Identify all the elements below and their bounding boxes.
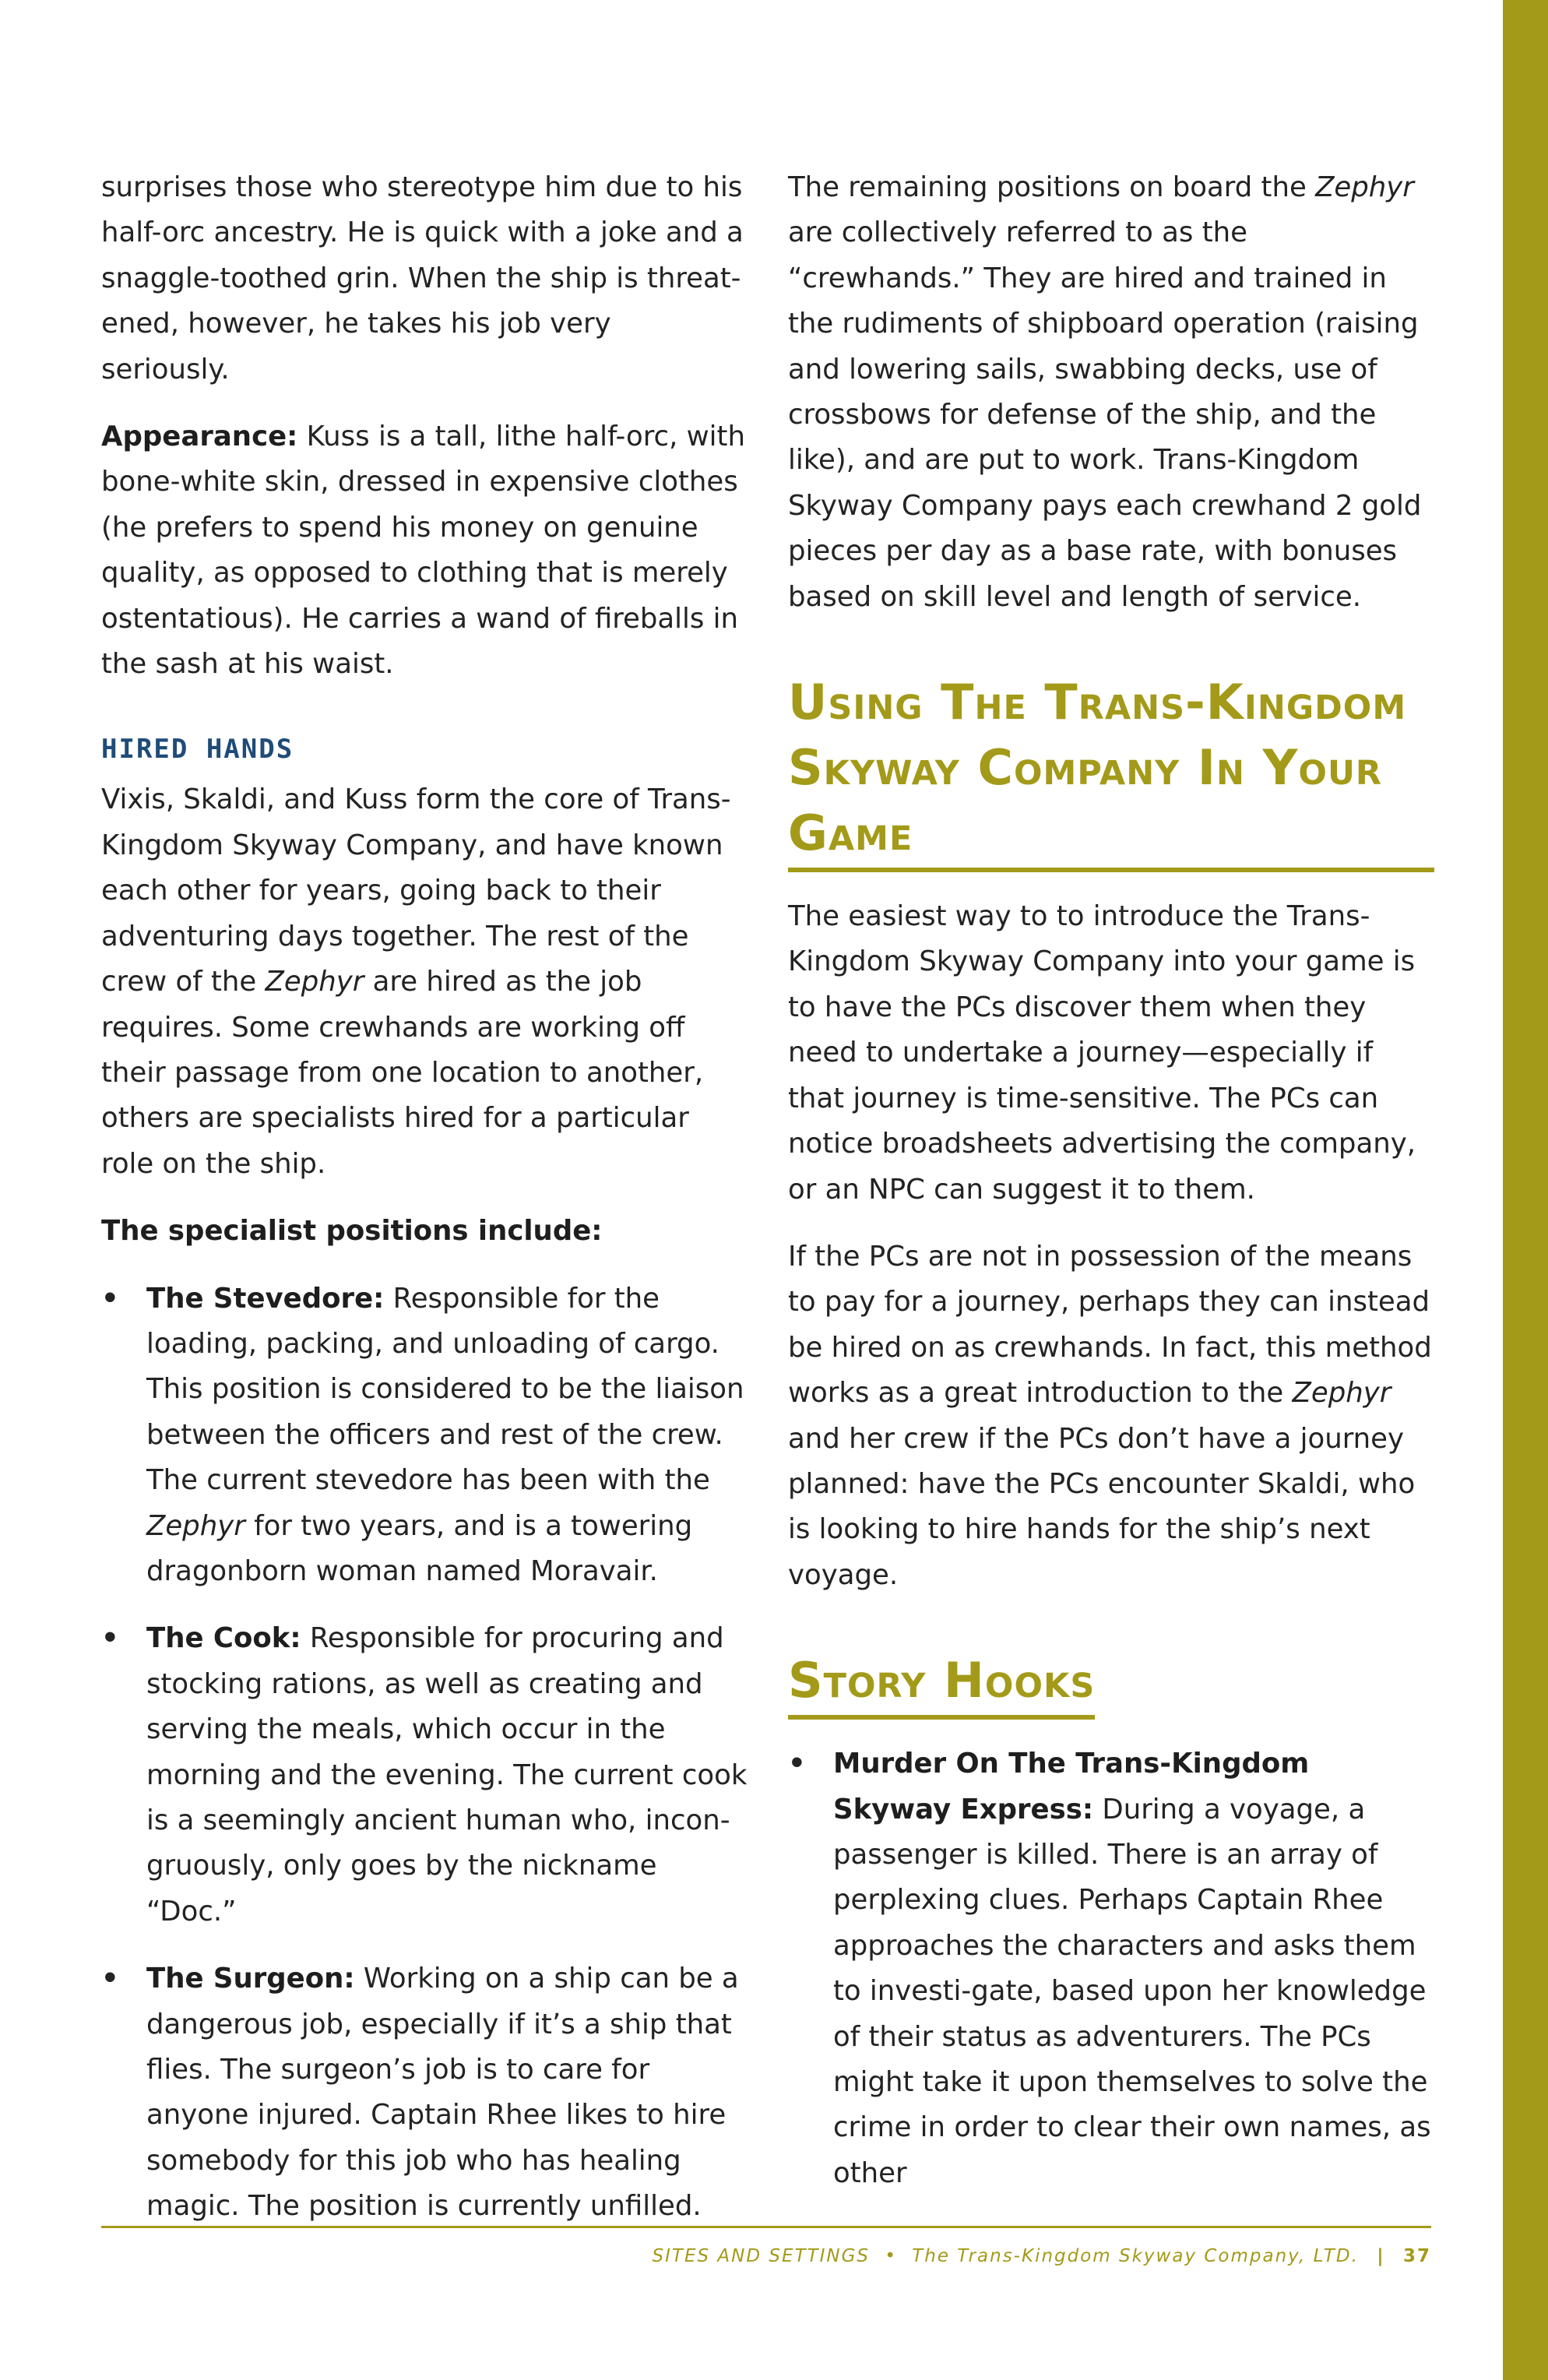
list-item-stevedore [101, 1276, 748, 1595]
hire-text-a: If the PCs are not in possession of the means to pay for a journey, perhaps they can instead be hired on as crewhands. In fact, this method works as a great introduction to the [788, 1240, 1432, 1410]
list-item-surgeon [101, 1956, 748, 2229]
ship-name: Zephyr [146, 1509, 245, 1542]
crewhands-text-a: The remaining positions on board the [788, 171, 1316, 203]
footer-rule [101, 2226, 1431, 2228]
right-column [788, 165, 1434, 2218]
crewhands-text-b: are collectively referred to as the “crewhands.” They are hired and trained in the rudiments of shipboard operation (raising and lowering sails, swabbing decks, use of crossbows for defense of the ship, and the like), and are put to work. Trans-Kingdom Skyway Company pays each crewhand 2 gold pieces per day as a base rate, with bonuses based on skill level and length of service. [788, 217, 1422, 613]
paragraph-appearance [101, 414, 748, 687]
subheading-hired-hands: HIRED HANDS [101, 734, 294, 766]
ship-name: Zephyr [1292, 1377, 1391, 1410]
page-footer [101, 2246, 1431, 2266]
paragraph-core-crew [101, 777, 748, 1187]
heading-using-company: Using The Trans-Kingdom Skyway Company In Your Game [788, 670, 1434, 872]
hire-text-b: and her crew if the PCs don’t have a journey planned: have the PCs encounter Skaldi, who is looking to hire hands for the ship’s next voyage. [788, 1422, 1416, 1591]
bullet-label: Murder On The Trans-Kingdom Skyway Express: [833, 1748, 1310, 1825]
story-hooks-list [788, 1741, 1434, 2196]
footer-divider: | [1377, 2246, 1385, 2266]
page-number: 37 [1402, 2246, 1431, 2266]
core-crew-text-b: are hired as the job requires. Some crewhands are working off their passage from one location to another, others are specialists hired for a particular role on the ship. [101, 966, 704, 1180]
list-item-murder-hook [788, 1741, 1434, 2196]
bullet-text: Responsible for procuring and stocking rations, as well as creating and serving the meals, which occur in the morning and the evening. The current cook is a seemingly ancient human who, incon-gruously, only goes by the nickname “Doc.” [146, 1622, 748, 1928]
left-column [101, 165, 748, 2251]
paragraph-introduce: The easiest way to to introduce the Trans-Kingdom Skyway Company into your game is to have the PCs discover them when they need to undertake a journey—especially if that journey is time-sensitive. The PCs can notice broadsheets advertising the company, or an NPC can suggest it to them. [788, 900, 1416, 1206]
footer-title: The Trans-Kingdom Skyway Company, LTD. [912, 2246, 1359, 2266]
bullet-text: Responsible for the loading, packing, and unloading of cargo. This position is considered to be the liaison between the officers and rest of the crew. The current stevedore has been with the [146, 1282, 744, 1497]
footer-bullet: • [885, 2246, 897, 2266]
core-crew-text-a: Vixis, Skaldi, and Kuss form the core of Trans-Kingdom Skyway Company, and have known each other for years, going back to their adventuring days together. The rest of the crew of the [101, 783, 731, 998]
heading-story-hooks: Story Hooks [788, 1648, 1095, 1720]
paragraph-specialists [101, 1209, 748, 1254]
appearance-text: Kuss is a tall, lithe half-orc, with bone-white skin, dressed in expensive clothes (he prefers to spend his money on genuine quality, as opposed to clothing that is merely ostentatious). He carries a wand of fireballs in the sash at his waist. [101, 421, 745, 681]
ship-name: Zephyr [1315, 171, 1414, 203]
specialist-list [101, 1276, 748, 2230]
footer-section: SITES AND SETTINGS [652, 2246, 871, 2266]
bullet-label: The Stevedore: [146, 1282, 385, 1315]
paragraph-kuss-intro: surprises those who stereotype him due to his half-orc ancestry. He is quick with a joke and a snaggle-toothed grin. When the ship is threat-ened, however, he takes his job very seriously. [101, 171, 744, 386]
bullet-text: for two years, and is a towering dragonborn woman named Moravair. [146, 1509, 693, 1587]
bullet-label: The Surgeon: [146, 1963, 355, 1995]
page-edge-bar [1503, 0, 1548, 2380]
bullet-text: Working on a ship can be a dangerous job, especially if it’s a ship that flies. The surgeon’s job is to care for anyone injured. Captain Rhee likes to hire somebody for this job who has healing magic. The position is currently unfilled. [146, 1963, 739, 2223]
ship-name: Zephyr [265, 966, 364, 998]
list-item-cook [101, 1616, 748, 1935]
bullet-text: During a voyage, a passenger is killed. There is an array of perplexing clues. Perhaps Captain Rhee approaches the characters and asks them to investi-gate, based upon her knowledge of their status as adventurers. The PCs might take it upon themselves to solve the crime in order to clear their own names, as other [833, 1793, 1431, 2189]
paragraph-crewhands [788, 165, 1434, 620]
paragraph-crewhands-hire [788, 1234, 1434, 1598]
bullet-label: The Cook: [146, 1622, 301, 1655]
appearance-label: Appearance: [101, 421, 298, 453]
specialists-label: The specialist positions include: [101, 1215, 603, 1248]
